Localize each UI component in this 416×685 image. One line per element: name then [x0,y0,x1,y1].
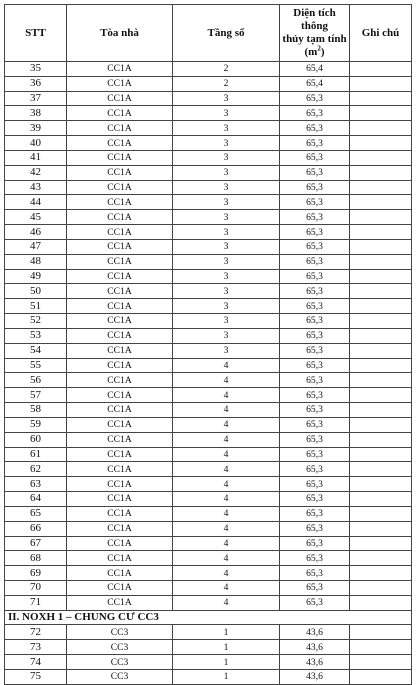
cell-note [350,328,412,343]
cell-area: 65,3 [280,269,350,284]
cell-building: CC1A [67,106,173,121]
cell-area: 65,3 [280,299,350,314]
cell-note [350,417,412,432]
cell-stt: 47 [5,239,67,254]
cell-note [350,551,412,566]
cell-building: CC1A [67,150,173,165]
cell-stt: 67 [5,536,67,551]
cell-floor: 2 [173,62,280,77]
table-row [5,239,412,254]
cell-floor: 3 [173,150,280,165]
cell-stt: 42 [5,165,67,180]
header-area-line1: Diện tích thông [293,7,336,32]
cell-note [350,373,412,388]
cell-stt: 63 [5,477,67,492]
cell-stt: 48 [5,254,67,269]
cell-note [350,655,412,670]
cell-stt: 61 [5,447,67,462]
header-area [280,5,350,62]
cell-area: 65,3 [280,91,350,106]
cell-note [350,447,412,462]
table-row [5,284,412,299]
cell-stt: 58 [5,403,67,418]
table-row [5,299,412,314]
table-row [5,165,412,180]
cell-area: 65,3 [280,417,350,432]
table-row [5,492,412,507]
table-row [5,580,412,595]
cell-note [350,566,412,581]
table-row [5,655,412,670]
header-area-unit: (m [304,46,318,58]
cell-note [350,403,412,418]
cell-floor: 3 [173,165,280,180]
cell-building: CC1A [67,254,173,269]
cell-floor: 3 [173,343,280,358]
cell-floor: 4 [173,580,280,595]
cell-floor: 1 [173,655,280,670]
cell-stt: 49 [5,269,67,284]
cell-building: CC3 [67,669,173,684]
cell-stt: 53 [5,328,67,343]
cell-note [350,299,412,314]
table-row [5,477,412,492]
cell-stt: 73 [5,640,67,655]
table-row [5,150,412,165]
cell-area: 65,3 [280,536,350,551]
cell-area: 65,3 [280,403,350,418]
cell-stt: 64 [5,492,67,507]
cell-building: CC1A [67,180,173,195]
cell-floor: 1 [173,625,280,640]
table-row [5,195,412,210]
cell-stt: 44 [5,195,67,210]
cell-stt: 43 [5,180,67,195]
cell-floor: 3 [173,210,280,225]
cell-note [350,314,412,329]
header-stt: STT [5,5,67,62]
cell-building: CC1A [67,328,173,343]
cell-note [350,150,412,165]
cell-floor: 3 [173,121,280,136]
header-row [5,5,412,62]
cell-note [350,121,412,136]
cell-floor: 2 [173,76,280,91]
section-row [5,610,412,625]
cell-building: CC1A [67,284,173,299]
cell-note [350,388,412,403]
cell-note [350,492,412,507]
cell-area: 43,6 [280,655,350,670]
cell-stt: 69 [5,566,67,581]
cell-area: 65,3 [280,447,350,462]
cell-note [350,640,412,655]
cell-floor: 3 [173,328,280,343]
cell-area: 65,3 [280,492,350,507]
header-floor: Tầng số [173,5,280,62]
cell-note [350,462,412,477]
cell-stt: 55 [5,358,67,373]
cell-note [350,432,412,447]
cell-floor: 3 [173,136,280,151]
cell-building: CC1A [67,195,173,210]
table-row [5,62,412,77]
cell-note [350,358,412,373]
cell-stt: 41 [5,150,67,165]
cell-area: 65,4 [280,62,350,77]
table-row [5,106,412,121]
cell-note [350,165,412,180]
header-area-line2: thủy tạm tính [282,33,347,45]
cell-area: 65,3 [280,210,350,225]
cell-stt: 59 [5,417,67,432]
cell-building: CC1A [67,506,173,521]
table-row [5,521,412,536]
cell-floor: 3 [173,314,280,329]
cell-building: CC1A [67,299,173,314]
cell-building: CC1A [67,373,173,388]
cell-floor: 3 [173,91,280,106]
cell-area: 65,3 [280,595,350,610]
cell-stt: 60 [5,432,67,447]
table-header [5,5,412,62]
table-row [5,136,412,151]
cell-stt: 57 [5,388,67,403]
cell-note [350,195,412,210]
table-row [5,328,412,343]
cell-note [350,580,412,595]
cell-note [350,595,412,610]
table-row [5,432,412,447]
cell-floor: 4 [173,462,280,477]
cell-stt: 37 [5,91,67,106]
cell-building: CC1A [67,388,173,403]
cell-note [350,254,412,269]
cell-floor: 4 [173,521,280,536]
cell-building: CC1A [67,551,173,566]
cell-building: CC1A [67,566,173,581]
table-row [5,314,412,329]
cell-building: CC1A [67,210,173,225]
cell-building: CC1A [67,595,173,610]
cell-stt: 66 [5,521,67,536]
cell-building: CC1A [67,492,173,507]
cell-floor: 4 [173,551,280,566]
cell-area: 65,3 [280,358,350,373]
cell-stt: 68 [5,551,67,566]
cell-stt: 46 [5,225,67,240]
document-page [4,4,411,685]
cell-stt: 56 [5,373,67,388]
cell-floor: 4 [173,432,280,447]
cell-area: 65,3 [280,284,350,299]
cell-note [350,225,412,240]
table-row [5,447,412,462]
cell-area: 65,3 [280,106,350,121]
table-row [5,551,412,566]
header-area-unit-sup: 2 [317,44,321,53]
cell-area: 43,6 [280,625,350,640]
cell-building: CC1A [67,269,173,284]
cell-area: 65,3 [280,225,350,240]
cell-building: CC1A [67,225,173,240]
cell-stt: 71 [5,595,67,610]
cell-note [350,239,412,254]
cell-building: CC1A [67,62,173,77]
cell-area: 65,3 [280,150,350,165]
cell-note [350,269,412,284]
cell-stt: 52 [5,314,67,329]
table-row [5,388,412,403]
table-row [5,343,412,358]
cell-building: CC1A [67,314,173,329]
cell-building: CC3 [67,625,173,640]
cell-building: CC1A [67,76,173,91]
cell-area: 65,3 [280,566,350,581]
cell-building: CC1A [67,417,173,432]
table-row [5,358,412,373]
cell-floor: 4 [173,595,280,610]
cell-floor: 4 [173,417,280,432]
cell-area: 65,3 [280,121,350,136]
cell-floor: 4 [173,388,280,403]
table-row [5,269,412,284]
cell-stt: 45 [5,210,67,225]
cell-building: CC1A [67,403,173,418]
cell-area: 65,3 [280,521,350,536]
cell-building: CC1A [67,358,173,373]
cell-stt: 39 [5,121,67,136]
cell-note [350,180,412,195]
table-row [5,669,412,684]
table-body [5,62,412,685]
cell-floor: 3 [173,225,280,240]
header-area-unit-close: ) [320,46,325,58]
cell-area: 65,4 [280,76,350,91]
table-row [5,254,412,269]
cell-area: 43,6 [280,669,350,684]
table-row [5,625,412,640]
cell-area: 65,3 [280,551,350,566]
header-building: Tòa nhà [67,5,173,62]
cell-building: CC1A [67,91,173,106]
cell-stt: 36 [5,76,67,91]
cell-floor: 4 [173,403,280,418]
cell-stt: 54 [5,343,67,358]
cell-area: 65,3 [280,254,350,269]
cell-note [350,210,412,225]
cell-building: CC1A [67,239,173,254]
cell-note [350,521,412,536]
cell-floor: 1 [173,640,280,655]
table-row [5,180,412,195]
cell-area: 65,3 [280,165,350,180]
cell-area: 65,3 [280,373,350,388]
cell-building: CC1A [67,462,173,477]
cell-floor: 4 [173,373,280,388]
cell-note [350,76,412,91]
cell-floor: 4 [173,477,280,492]
table-row [5,225,412,240]
cell-note [350,136,412,151]
cell-building: CC1A [67,165,173,180]
cell-note [350,284,412,299]
cell-floor: 3 [173,106,280,121]
cell-building: CC1A [67,432,173,447]
table-row [5,121,412,136]
cell-stt: 50 [5,284,67,299]
cell-floor: 3 [173,299,280,314]
cell-floor: 4 [173,566,280,581]
cell-floor: 3 [173,195,280,210]
table-row [5,403,412,418]
cell-stt: 38 [5,106,67,121]
cell-building: CC1A [67,343,173,358]
table-row [5,595,412,610]
cell-building: CC1A [67,447,173,462]
cell-floor: 4 [173,536,280,551]
table-row [5,373,412,388]
cell-building: CC1A [67,580,173,595]
cell-area: 65,3 [280,462,350,477]
apartment-area-table [4,4,412,685]
cell-area: 65,3 [280,239,350,254]
cell-building: CC1A [67,536,173,551]
cell-note [350,106,412,121]
cell-stt: 62 [5,462,67,477]
cell-note [350,477,412,492]
cell-area: 43,6 [280,640,350,655]
cell-area: 65,3 [280,343,350,358]
table-row [5,536,412,551]
cell-note [350,91,412,106]
cell-stt: 72 [5,625,67,640]
header-note: Ghi chú [350,5,412,62]
cell-building: CC1A [67,136,173,151]
cell-stt: 65 [5,506,67,521]
cell-floor: 4 [173,492,280,507]
cell-floor: 3 [173,269,280,284]
section-title: II. NOXH 1 – CHUNG CƯ CC3 [5,610,412,625]
cell-note [350,62,412,77]
cell-stt: 70 [5,580,67,595]
cell-floor: 1 [173,669,280,684]
table-row [5,76,412,91]
cell-note [350,536,412,551]
cell-building: CC1A [67,521,173,536]
cell-floor: 4 [173,506,280,521]
cell-floor: 3 [173,254,280,269]
cell-stt: 51 [5,299,67,314]
cell-stt: 74 [5,655,67,670]
cell-note [350,669,412,684]
cell-note [350,506,412,521]
table-row [5,640,412,655]
cell-area: 65,3 [280,314,350,329]
cell-area: 65,3 [280,580,350,595]
cell-floor: 3 [173,239,280,254]
cell-floor: 3 [173,180,280,195]
table-row [5,210,412,225]
cell-area: 65,3 [280,195,350,210]
cell-area: 65,3 [280,180,350,195]
cell-floor: 3 [173,284,280,299]
cell-floor: 4 [173,447,280,462]
cell-area: 65,3 [280,432,350,447]
cell-area: 65,3 [280,136,350,151]
cell-note [350,625,412,640]
table-row [5,91,412,106]
cell-area: 65,3 [280,328,350,343]
cell-area: 65,3 [280,477,350,492]
cell-area: 65,3 [280,388,350,403]
cell-note [350,343,412,358]
cell-building: CC1A [67,477,173,492]
cell-stt: 35 [5,62,67,77]
cell-building: CC1A [67,121,173,136]
table-row [5,417,412,432]
cell-area: 65,3 [280,506,350,521]
cell-building: CC3 [67,655,173,670]
table-row [5,506,412,521]
cell-building: CC3 [67,640,173,655]
table-row [5,566,412,581]
cell-stt: 40 [5,136,67,151]
table-row [5,462,412,477]
cell-floor: 4 [173,358,280,373]
cell-stt: 75 [5,669,67,684]
